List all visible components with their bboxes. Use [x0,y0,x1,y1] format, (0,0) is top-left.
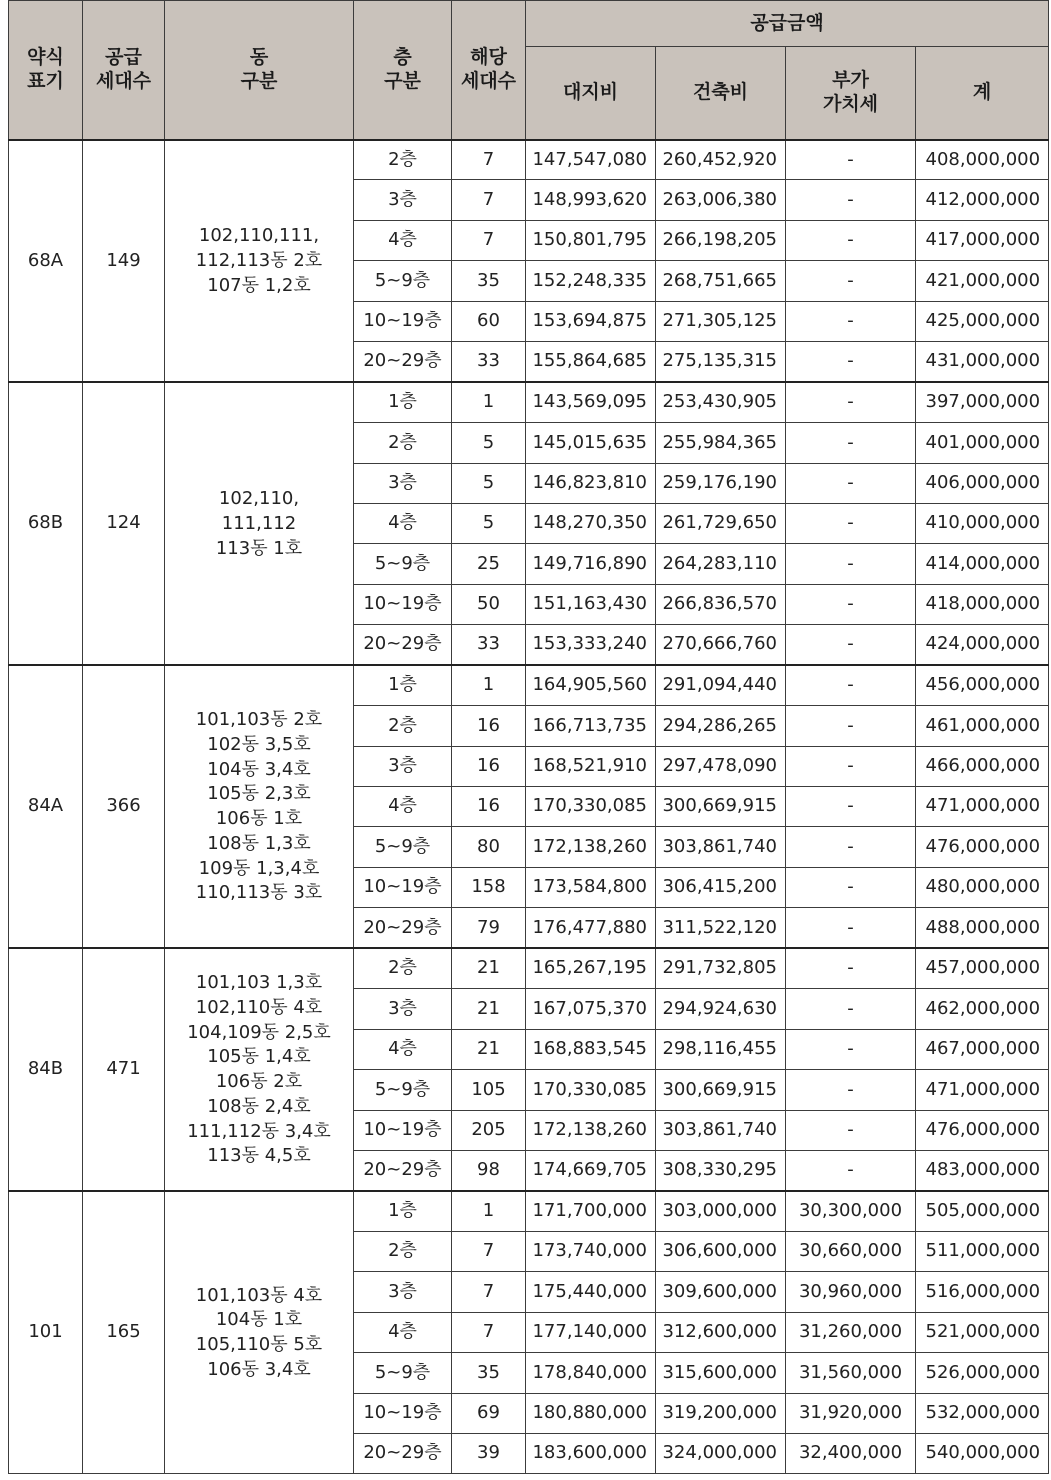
construction-cost-cell: 275,135,315 [656,342,786,382]
floor-cell: 3층 [354,1272,452,1312]
supply-price-table [8,0,1049,1474]
land-cost-cell: 148,270,350 [526,503,656,543]
units-cell: 7 [452,180,526,220]
total-cell: 521,000,000 [916,1312,1049,1352]
vat-cell: - [786,948,916,988]
table-row [9,140,1049,180]
type-cell: 101 [9,1191,83,1474]
building-line: 108동 2,4호 [207,1095,311,1117]
construction-cost-cell: 303,000,000 [656,1191,786,1231]
land-cost-cell: 180,880,000 [526,1393,656,1433]
floor-cell: 3층 [354,180,452,220]
vat-cell: - [786,1150,916,1190]
units-cell: 21 [452,989,526,1029]
total-cell: 483,000,000 [916,1150,1049,1190]
building-cell [165,665,354,948]
construction-cost-cell: 260,452,920 [656,140,786,180]
header-price-group: 공급금액 [526,1,1049,47]
land-cost-cell: 170,330,085 [526,1070,656,1110]
vat-cell: - [786,746,916,786]
supply-units-cell: 366 [83,665,165,948]
units-cell: 205 [452,1110,526,1150]
header-units: 해당 세대수 [452,1,526,140]
floor-cell: 5~9층 [354,544,452,584]
building-line: 105동 2,3호 [207,783,311,805]
vat-cell: 31,920,000 [786,1393,916,1433]
land-cost-cell: 146,823,810 [526,463,656,503]
total-cell: 461,000,000 [916,706,1049,746]
building-line: 111,112 [221,512,297,534]
floor-cell: 20~29층 [354,1150,452,1190]
building-line: 104동 1호 [215,1309,303,1331]
total-cell: 526,000,000 [916,1353,1049,1393]
construction-cost-cell: 297,478,090 [656,746,786,786]
floor-cell: 4층 [354,503,452,543]
construction-cost-cell: 308,330,295 [656,1150,786,1190]
land-cost-cell: 168,883,545 [526,1029,656,1069]
units-cell: 7 [452,140,526,180]
land-cost-cell: 183,600,000 [526,1434,656,1474]
floor-cell: 1층 [354,665,452,705]
vat-cell: 31,260,000 [786,1312,916,1352]
units-cell: 158 [452,867,526,907]
floor-cell: 4층 [354,1312,452,1352]
construction-cost-cell: 303,861,740 [656,827,786,867]
land-cost-cell: 155,864,685 [526,342,656,382]
vat-cell: 30,960,000 [786,1272,916,1312]
construction-cost-cell: 298,116,455 [656,1029,786,1069]
vat-cell: - [786,463,916,503]
total-cell: 456,000,000 [916,665,1049,705]
vat-cell: 31,560,000 [786,1353,916,1393]
construction-cost-cell: 291,094,440 [656,665,786,705]
units-cell: 1 [452,665,526,705]
floor-cell: 20~29층 [354,1434,452,1474]
total-cell: 540,000,000 [916,1434,1049,1474]
units-cell: 35 [452,1353,526,1393]
construction-cost-cell: 294,924,630 [656,989,786,1029]
total-cell: 397,000,000 [916,382,1049,422]
land-cost-cell: 173,584,800 [526,867,656,907]
supply-units-cell: 165 [83,1191,165,1474]
units-cell: 50 [452,584,526,624]
building-line: 102,110,111, [198,225,320,247]
building-line: 109동 1,3,4호 [198,857,320,879]
table-row [9,948,1049,988]
floor-cell: 3층 [354,463,452,503]
building-line: 104,109동 2,5호 [187,1021,331,1043]
floor-cell: 20~29층 [354,908,452,948]
floor-cell: 4층 [354,1029,452,1069]
construction-cost-cell: 300,669,915 [656,787,786,827]
land-cost-cell: 153,333,240 [526,625,656,665]
vat-cell: - [786,1029,916,1069]
floor-cell: 4층 [354,787,452,827]
building-cell [165,382,354,665]
construction-cost-cell: 300,669,915 [656,1070,786,1110]
total-cell: 476,000,000 [916,1110,1049,1150]
land-cost-cell: 178,840,000 [526,1353,656,1393]
construction-cost-cell: 268,751,665 [656,261,786,301]
land-cost-cell: 173,740,000 [526,1231,656,1271]
supply-units-cell: 124 [83,382,165,665]
construction-cost-cell: 270,666,760 [656,625,786,665]
floor-cell: 3층 [354,989,452,1029]
building-line: 113동 4,5호 [207,1145,311,1167]
building-cell [165,948,354,1191]
units-cell: 16 [452,746,526,786]
construction-cost-cell: 319,200,000 [656,1393,786,1433]
total-cell: 414,000,000 [916,544,1049,584]
construction-cost-cell: 291,732,805 [656,948,786,988]
floor-cell: 2층 [354,948,452,988]
land-cost-cell: 165,267,195 [526,948,656,988]
units-cell: 69 [452,1393,526,1433]
land-cost-cell: 145,015,635 [526,423,656,463]
floor-cell: 1층 [354,382,452,422]
land-cost-cell: 172,138,260 [526,827,656,867]
floor-cell: 4층 [354,220,452,260]
total-cell: 410,000,000 [916,503,1049,543]
vat-cell: 32,400,000 [786,1434,916,1474]
total-cell: 488,000,000 [916,908,1049,948]
building-cell [165,1191,354,1474]
floor-cell: 10~19층 [354,1393,452,1433]
building-line: 110,113동 3호 [195,882,323,904]
units-cell: 5 [452,423,526,463]
construction-cost-cell: 324,000,000 [656,1434,786,1474]
floor-cell: 2층 [354,140,452,180]
vat-cell: - [786,1110,916,1150]
type-cell: 68B [9,382,83,665]
units-cell: 1 [452,1191,526,1231]
construction-cost-cell: 266,836,570 [656,584,786,624]
vat-cell: - [786,503,916,543]
total-cell: 532,000,000 [916,1393,1049,1433]
construction-cost-cell: 306,600,000 [656,1231,786,1271]
vat-cell: - [786,584,916,624]
construction-cost-cell: 263,006,380 [656,180,786,220]
land-cost-cell: 149,716,890 [526,544,656,584]
total-cell: 424,000,000 [916,625,1049,665]
units-cell: 16 [452,787,526,827]
vat-cell: - [786,382,916,422]
total-cell: 401,000,000 [916,423,1049,463]
land-cost-cell: 147,547,080 [526,140,656,180]
total-cell: 408,000,000 [916,140,1049,180]
type-cell: 84A [9,665,83,948]
construction-cost-cell: 311,522,120 [656,908,786,948]
vat-cell: - [786,544,916,584]
units-cell: 7 [452,220,526,260]
total-cell: 425,000,000 [916,301,1049,341]
floor-cell: 2층 [354,423,452,463]
units-cell: 1 [452,382,526,422]
total-cell: 417,000,000 [916,220,1049,260]
vat-cell: - [786,140,916,180]
total-cell: 418,000,000 [916,584,1049,624]
floor-cell: 5~9층 [354,261,452,301]
floor-cell: 10~19층 [354,584,452,624]
land-cost-cell: 150,801,795 [526,220,656,260]
construction-cost-cell: 266,198,205 [656,220,786,260]
vat-cell: - [786,261,916,301]
vat-cell: - [786,787,916,827]
type-cell: 68A [9,140,83,383]
floor-cell: 2층 [354,706,452,746]
vat-cell: - [786,867,916,907]
units-cell: 21 [452,948,526,988]
total-cell: 406,000,000 [916,463,1049,503]
land-cost-cell: 175,440,000 [526,1272,656,1312]
table-body [9,140,1049,1474]
land-cost-cell: 167,075,370 [526,989,656,1029]
table-row [9,1191,1049,1231]
land-cost-cell: 177,140,000 [526,1312,656,1352]
units-cell: 79 [452,908,526,948]
land-cost-cell: 171,700,000 [526,1191,656,1231]
floor-cell: 2층 [354,1231,452,1271]
building-line: 102,110동 4호 [195,996,323,1018]
floor-cell: 20~29층 [354,625,452,665]
construction-cost-cell: 264,283,110 [656,544,786,584]
vat-cell: - [786,665,916,705]
units-cell: 98 [452,1150,526,1190]
land-cost-cell: 151,163,430 [526,584,656,624]
building-line: 102,110, [218,488,300,510]
land-cost-cell: 153,694,875 [526,301,656,341]
total-cell: 462,000,000 [916,989,1049,1029]
vat-cell: 30,660,000 [786,1231,916,1271]
land-cost-cell: 176,477,880 [526,908,656,948]
total-cell: 505,000,000 [916,1191,1049,1231]
building-line: 106동 2호 [215,1071,303,1093]
building-line: 101,103동 4호 [195,1284,323,1306]
units-cell: 5 [452,503,526,543]
supply-units-cell: 471 [83,948,165,1191]
construction-cost-cell: 306,415,200 [656,867,786,907]
vat-cell: - [786,301,916,341]
header-total: 계 [916,47,1049,140]
units-cell: 7 [452,1272,526,1312]
building-line: 102동 3,5호 [207,733,311,755]
floor-cell: 3층 [354,746,452,786]
building-line: 106동 1호 [215,808,303,830]
construction-cost-cell: 271,305,125 [656,301,786,341]
total-cell: 511,000,000 [916,1231,1049,1271]
units-cell: 7 [452,1231,526,1271]
building-line: 108동 1,3호 [207,832,311,854]
total-cell: 471,000,000 [916,1070,1049,1110]
type-cell: 84B [9,948,83,1191]
building-line: 101,103동 2호 [195,709,323,731]
vat-cell: - [786,1070,916,1110]
construction-cost-cell: 253,430,905 [656,382,786,422]
units-cell: 80 [452,827,526,867]
land-cost-cell: 168,521,910 [526,746,656,786]
total-cell: 457,000,000 [916,948,1049,988]
units-cell: 5 [452,463,526,503]
units-cell: 16 [452,706,526,746]
land-cost-cell: 166,713,735 [526,706,656,746]
floor-cell: 10~19층 [354,867,452,907]
units-cell: 7 [452,1312,526,1352]
total-cell: 480,000,000 [916,867,1049,907]
vat-cell: - [786,625,916,665]
total-cell: 431,000,000 [916,342,1049,382]
construction-cost-cell: 315,600,000 [656,1353,786,1393]
units-cell: 60 [452,301,526,341]
units-cell: 39 [452,1434,526,1474]
building-line: 113동 1호 [215,537,303,559]
construction-cost-cell: 259,176,190 [656,463,786,503]
total-cell: 516,000,000 [916,1272,1049,1312]
building-line: 112,113동 2호 [195,249,323,271]
total-cell: 471,000,000 [916,787,1049,827]
header-construction: 건축비 [656,47,786,140]
table-header [9,1,1049,140]
vat-cell: 30,300,000 [786,1191,916,1231]
vat-cell: - [786,827,916,867]
units-cell: 33 [452,625,526,665]
floor-cell: 5~9층 [354,827,452,867]
building-line: 104동 3,4호 [207,758,311,780]
floor-cell: 10~19층 [354,1110,452,1150]
header-land: 대지비 [526,47,656,140]
floor-cell: 5~9층 [354,1070,452,1110]
vat-cell: - [786,706,916,746]
floor-cell: 20~29층 [354,342,452,382]
total-cell: 467,000,000 [916,1029,1049,1069]
units-cell: 25 [452,544,526,584]
units-cell: 33 [452,342,526,382]
vat-cell: - [786,180,916,220]
floor-cell: 5~9층 [354,1353,452,1393]
land-cost-cell: 170,330,085 [526,787,656,827]
floor-cell: 1층 [354,1191,452,1231]
header-floor: 층 구분 [354,1,452,140]
construction-cost-cell: 312,600,000 [656,1312,786,1352]
building-line: 105동 1,4호 [207,1046,311,1068]
construction-cost-cell: 294,286,265 [656,706,786,746]
total-cell: 466,000,000 [916,746,1049,786]
supply-units-cell: 149 [83,140,165,383]
header-type: 약식 표기 [9,1,83,140]
vat-cell: - [786,220,916,260]
vat-cell: - [786,989,916,1029]
header-vat: 부가 가치세 [786,47,916,140]
header-building: 동 구분 [165,1,354,140]
vat-cell: - [786,342,916,382]
floor-cell: 10~19층 [354,301,452,341]
land-cost-cell: 172,138,260 [526,1110,656,1150]
construction-cost-cell: 255,984,365 [656,423,786,463]
land-cost-cell: 152,248,335 [526,261,656,301]
total-cell: 412,000,000 [916,180,1049,220]
building-cell [165,140,354,383]
header-supply-units: 공급 세대수 [83,1,165,140]
units-cell: 35 [452,261,526,301]
construction-cost-cell: 309,600,000 [656,1272,786,1312]
building-line: 105,110동 5호 [195,1334,323,1356]
construction-cost-cell: 303,861,740 [656,1110,786,1150]
building-line: 107동 1,2호 [207,274,311,296]
table-row [9,382,1049,422]
building-line: 106동 3,4호 [207,1358,311,1380]
construction-cost-cell: 261,729,650 [656,503,786,543]
building-line: 101,103 1,3호 [195,972,323,994]
total-cell: 421,000,000 [916,261,1049,301]
units-cell: 21 [452,1029,526,1069]
land-cost-cell: 164,905,560 [526,665,656,705]
building-line: 111,112동 3,4호 [187,1120,331,1142]
table-row [9,665,1049,705]
land-cost-cell: 148,993,620 [526,180,656,220]
land-cost-cell: 143,569,095 [526,382,656,422]
vat-cell: - [786,423,916,463]
units-cell: 105 [452,1070,526,1110]
vat-cell: - [786,908,916,948]
total-cell: 476,000,000 [916,827,1049,867]
land-cost-cell: 174,669,705 [526,1150,656,1190]
